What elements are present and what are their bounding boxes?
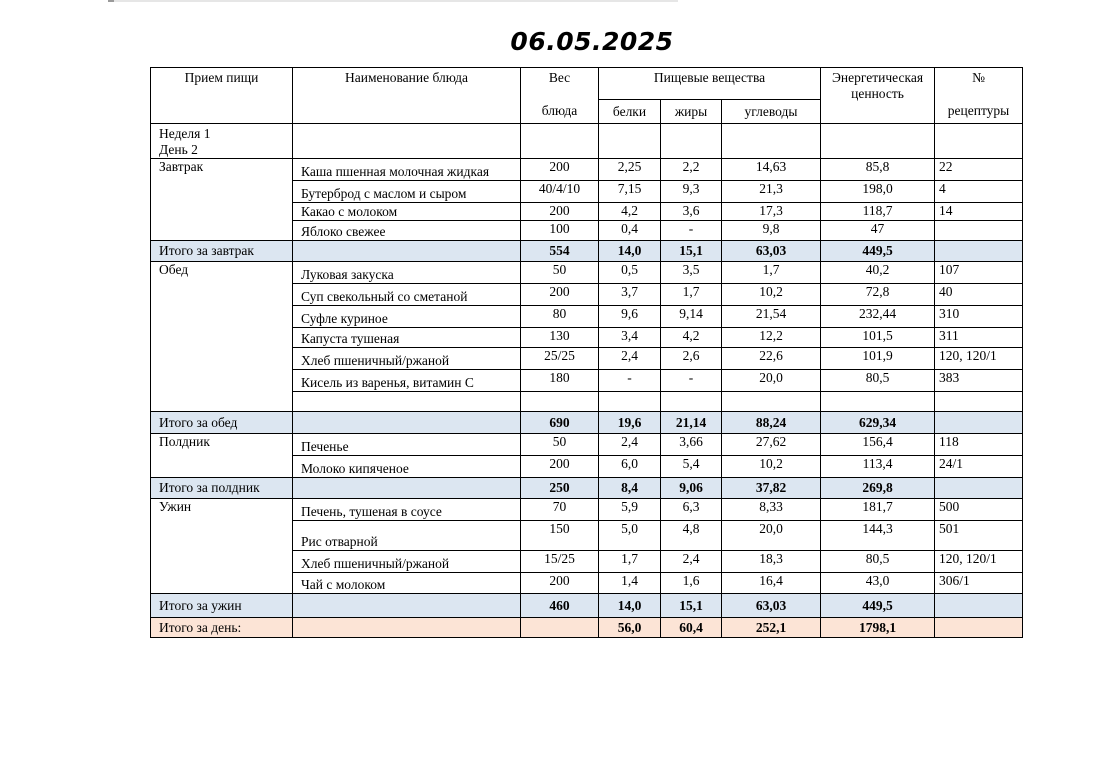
dish-fats: 3,5 (661, 262, 722, 284)
total-carbs: 37,82 (722, 478, 821, 499)
total-fats: 21,14 (661, 412, 722, 434)
dish-weight: 200 (521, 284, 599, 306)
dish-carbs: 21,54 (722, 306, 821, 328)
dish-carbs: 16,4 (722, 573, 821, 594)
dish-weight: 200 (521, 159, 599, 181)
meal-label-lunch: Обед (151, 262, 293, 412)
meal-label-snack: Полдник (151, 434, 293, 478)
dish-fats: 3,66 (661, 434, 722, 456)
dish-fats: - (661, 221, 722, 241)
dish-recipe: 14 (935, 203, 1023, 221)
total-label: Итого за ужин (151, 594, 293, 618)
week-day-row (151, 124, 1023, 159)
dish-name: Суп свекольный со сметаной (293, 284, 521, 306)
total-row-lunch (151, 412, 1023, 434)
dish-name: Луковая закуска (293, 262, 521, 284)
dish-energy: 198,0 (821, 181, 935, 203)
dish-recipe: 24/1 (935, 456, 1023, 478)
dish-proteins: 4,2 (599, 203, 661, 221)
dish-energy: 40,2 (821, 262, 935, 284)
dish-energy: 72,8 (821, 284, 935, 306)
dish-proteins: - (599, 370, 661, 392)
total-proteins: 8,4 (599, 478, 661, 499)
dish-name: Печень, тушеная в соусе (293, 499, 521, 521)
dish-proteins: 0,4 (599, 221, 661, 241)
dish-energy: 156,4 (821, 434, 935, 456)
total-carbs: 63,03 (722, 241, 821, 262)
dish-weight: 130 (521, 328, 599, 348)
total-energy: 449,5 (821, 241, 935, 262)
day-total-carbs: 252,1 (722, 618, 821, 638)
dish-recipe: 4 (935, 181, 1023, 203)
dish-name: Рис отварной (293, 521, 521, 551)
dish-name: Какао с молоком (293, 203, 521, 221)
dish-weight: 180 (521, 370, 599, 392)
dish-weight: 25/25 (521, 348, 599, 370)
dish-proteins: 3,4 (599, 328, 661, 348)
dish-fats: - (661, 370, 722, 392)
dish-recipe (935, 221, 1023, 241)
dish-name: Капуста тушеная (293, 328, 521, 348)
header-recipe-sub: рецептуры (935, 100, 1023, 124)
header-proteins: белки (599, 100, 661, 124)
dish-fats: 9,3 (661, 181, 722, 203)
dish-carbs: 12,2 (722, 328, 821, 348)
dish-name: Суфле куриное (293, 306, 521, 328)
total-proteins: 14,0 (599, 241, 661, 262)
dish-weight: 200 (521, 456, 599, 478)
dish-fats: 2,6 (661, 348, 722, 370)
dish-fats: 1,6 (661, 573, 722, 594)
total-energy: 629,34 (821, 412, 935, 434)
dish-recipe: 383 (935, 370, 1023, 392)
table-row (151, 159, 1023, 181)
dish-energy: 144,3 (821, 521, 935, 551)
dish-weight: 200 (521, 203, 599, 221)
meal-label-breakfast: Завтрак (151, 159, 293, 241)
dish-proteins: 5,9 (599, 499, 661, 521)
dish-proteins: 6,0 (599, 456, 661, 478)
dish-carbs: 22,6 (722, 348, 821, 370)
dish-fats: 4,2 (661, 328, 722, 348)
table-row (151, 499, 1023, 521)
total-energy: 269,8 (821, 478, 935, 499)
dish-name: Кисель из варенья, витамин С (293, 370, 521, 392)
header-recipe: № (935, 68, 1023, 100)
dish-carbs: 21,3 (722, 181, 821, 203)
total-weight: 460 (521, 594, 599, 618)
day-total-row (151, 618, 1023, 638)
header-fats: жиры (661, 100, 722, 124)
header-carbs: углеводы (722, 100, 821, 124)
dish-proteins: 2,4 (599, 434, 661, 456)
dish-name: Хлеб пшеничный/ржаной (293, 551, 521, 573)
dish-proteins: 5,0 (599, 521, 661, 551)
header-meal: Прием пищи (151, 68, 293, 124)
dish-fats: 1,7 (661, 284, 722, 306)
dish-carbs: 1,7 (722, 262, 821, 284)
total-weight: 554 (521, 241, 599, 262)
dish-weight: 40/4/10 (521, 181, 599, 203)
dish-name: Каша пшенная молочная жидкая (293, 159, 521, 181)
week-label: Неделя 1 (159, 126, 211, 141)
total-label: Итого за завтрак (151, 241, 293, 262)
dish-recipe: 306/1 (935, 573, 1023, 594)
table-row (151, 434, 1023, 456)
header-row (151, 68, 1023, 100)
dish-name: Чай с молоком (293, 573, 521, 594)
dish-fats: 4,8 (661, 521, 722, 551)
dish-energy: 80,5 (821, 551, 935, 573)
day-total-proteins: 56,0 (599, 618, 661, 638)
total-row-breakfast (151, 241, 1023, 262)
header-energy-line2: ценность (851, 86, 904, 101)
header-dish: Наименование блюда (293, 68, 521, 124)
dish-weight: 70 (521, 499, 599, 521)
dish-energy: 101,9 (821, 348, 935, 370)
page-date: 06.05.2025 (510, 27, 674, 56)
dish-weight: 50 (521, 262, 599, 284)
dish-recipe: 118 (935, 434, 1023, 456)
dish-energy: 43,0 (821, 573, 935, 594)
dish-proteins: 1,7 (599, 551, 661, 573)
dish-recipe: 107 (935, 262, 1023, 284)
dish-fats: 2,2 (661, 159, 722, 181)
dish-carbs: 17,3 (722, 203, 821, 221)
dish-proteins: 3,7 (599, 284, 661, 306)
dish-carbs: 18,3 (722, 551, 821, 573)
meal-label-dinner: Ужин (151, 499, 293, 594)
day-total-label: Итого за день: (151, 618, 293, 638)
total-row-snack (151, 478, 1023, 499)
dish-carbs: 14,63 (722, 159, 821, 181)
dish-proteins: 2,4 (599, 348, 661, 370)
dish-name: Яблоко свежее (293, 221, 521, 241)
day-total-energy: 1798,1 (821, 618, 935, 638)
dish-weight: 50 (521, 434, 599, 456)
total-row-dinner (151, 594, 1023, 618)
total-carbs: 63,03 (722, 594, 821, 618)
dish-carbs: 27,62 (722, 434, 821, 456)
dish-recipe: 40 (935, 284, 1023, 306)
dish-weight: 80 (521, 306, 599, 328)
total-label: Итого за полдник (151, 478, 293, 499)
total-carbs: 88,24 (722, 412, 821, 434)
dish-energy: 113,4 (821, 456, 935, 478)
dish-energy: 232,44 (821, 306, 935, 328)
total-fats: 9,06 (661, 478, 722, 499)
dish-fats: 5,4 (661, 456, 722, 478)
day-total-fats: 60,4 (661, 618, 722, 638)
dish-name: Бутерброд с маслом и сыром (293, 181, 521, 203)
dish-carbs: 10,2 (722, 456, 821, 478)
day-label: День 2 (159, 142, 198, 157)
dish-energy: 101,5 (821, 328, 935, 348)
dish-recipe: 120, 120/1 (935, 348, 1023, 370)
dish-proteins: 2,25 (599, 159, 661, 181)
dish-carbs: 8,33 (722, 499, 821, 521)
top-rule-mark (108, 0, 114, 2)
dish-name: Молоко кипяченое (293, 456, 521, 478)
dish-proteins: 7,15 (599, 181, 661, 203)
total-proteins: 19,6 (599, 412, 661, 434)
total-weight: 690 (521, 412, 599, 434)
total-proteins: 14,0 (599, 594, 661, 618)
dish-energy: 80,5 (821, 370, 935, 392)
dish-carbs: 9,8 (722, 221, 821, 241)
total-label: Итого за обед (151, 412, 293, 434)
total-fats: 15,1 (661, 594, 722, 618)
week-day-cell (151, 124, 293, 159)
dish-recipe: 120, 120/1 (935, 551, 1023, 573)
total-fats: 15,1 (661, 241, 722, 262)
dish-proteins: 1,4 (599, 573, 661, 594)
dish-carbs: 20,0 (722, 370, 821, 392)
dish-carbs: 10,2 (722, 284, 821, 306)
dish-fats: 9,14 (661, 306, 722, 328)
dish-energy: 47 (821, 221, 935, 241)
dish-energy: 85,8 (821, 159, 935, 181)
dish-recipe: 310 (935, 306, 1023, 328)
dish-energy: 118,7 (821, 203, 935, 221)
dish-name: Печенье (293, 434, 521, 456)
dish-weight: 100 (521, 221, 599, 241)
header-nutrients: Пищевые вещества (599, 68, 821, 100)
dish-fats: 2,4 (661, 551, 722, 573)
top-rule (108, 0, 678, 2)
header-energy (821, 68, 935, 124)
header-energy-line1: Энергетическая (832, 70, 924, 85)
dish-fats: 3,6 (661, 203, 722, 221)
total-energy: 449,5 (821, 594, 935, 618)
dish-weight: 150 (521, 521, 599, 551)
menu-table (150, 67, 1023, 638)
header-weight-sub: блюда (521, 100, 599, 124)
dish-recipe: 22 (935, 159, 1023, 181)
dish-recipe: 500 (935, 499, 1023, 521)
dish-fats: 6,3 (661, 499, 722, 521)
dish-proteins: 9,6 (599, 306, 661, 328)
dish-weight: 200 (521, 573, 599, 594)
dish-weight: 15/25 (521, 551, 599, 573)
dish-proteins: 0,5 (599, 262, 661, 284)
table-row (151, 262, 1023, 284)
total-weight: 250 (521, 478, 599, 499)
dish-recipe: 501 (935, 521, 1023, 551)
dish-name: Хлеб пшеничный/ржаной (293, 348, 521, 370)
dish-carbs: 20,0 (722, 521, 821, 551)
header-weight: Вес (521, 68, 599, 100)
dish-recipe: 311 (935, 328, 1023, 348)
dish-energy: 181,7 (821, 499, 935, 521)
